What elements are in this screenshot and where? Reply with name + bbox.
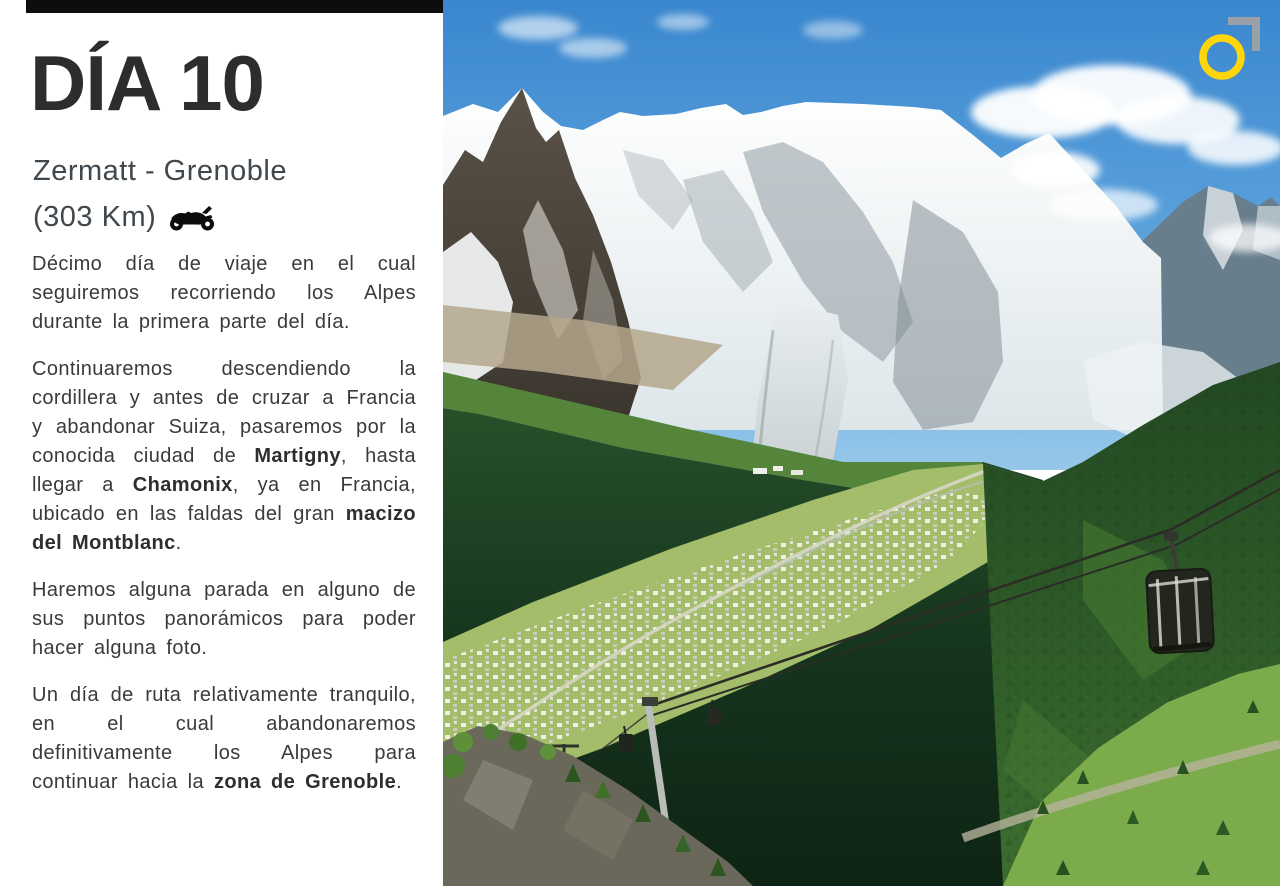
page-title: DÍA 10 — [30, 39, 264, 127]
hero-photo — [443, 0, 1280, 886]
route-title: Zermatt - Grenoble — [33, 155, 287, 187]
motorcycle-icon — [168, 202, 216, 232]
distance-label: (303 Km) — [33, 200, 157, 233]
itinerary-paragraphs — [32, 250, 416, 815]
distance-row — [33, 194, 287, 240]
paragraph-4: Un día de ruta relativamente tranquilo, en el cual abandonaremos definitivamente los Alpes para continuar hacia la zona de Grenoble. — [32, 684, 416, 793]
paragraph-1: Décimo día de viaje en el cual seguiremos recorriendo los Alpes durante la primera parte del día. — [32, 253, 416, 333]
text-panel — [0, 0, 443, 886]
paragraph-2: Continuaremos descendiendo la cordillera y antes de cruzar a Francia y abandonar Suiza, pasaremos por la conocida ciudad de Martigny, hasta llegar a Chamonix, ya en Francia, ubicado en las faldas del gran macizo del Montblanc. — [32, 358, 417, 554]
paragraph-3: Haremos alguna parada en alguno de sus puntos panorámicos para poder hacer alguna foto. — [32, 579, 416, 659]
route-block — [33, 148, 287, 240]
top-black-bar — [26, 0, 443, 13]
